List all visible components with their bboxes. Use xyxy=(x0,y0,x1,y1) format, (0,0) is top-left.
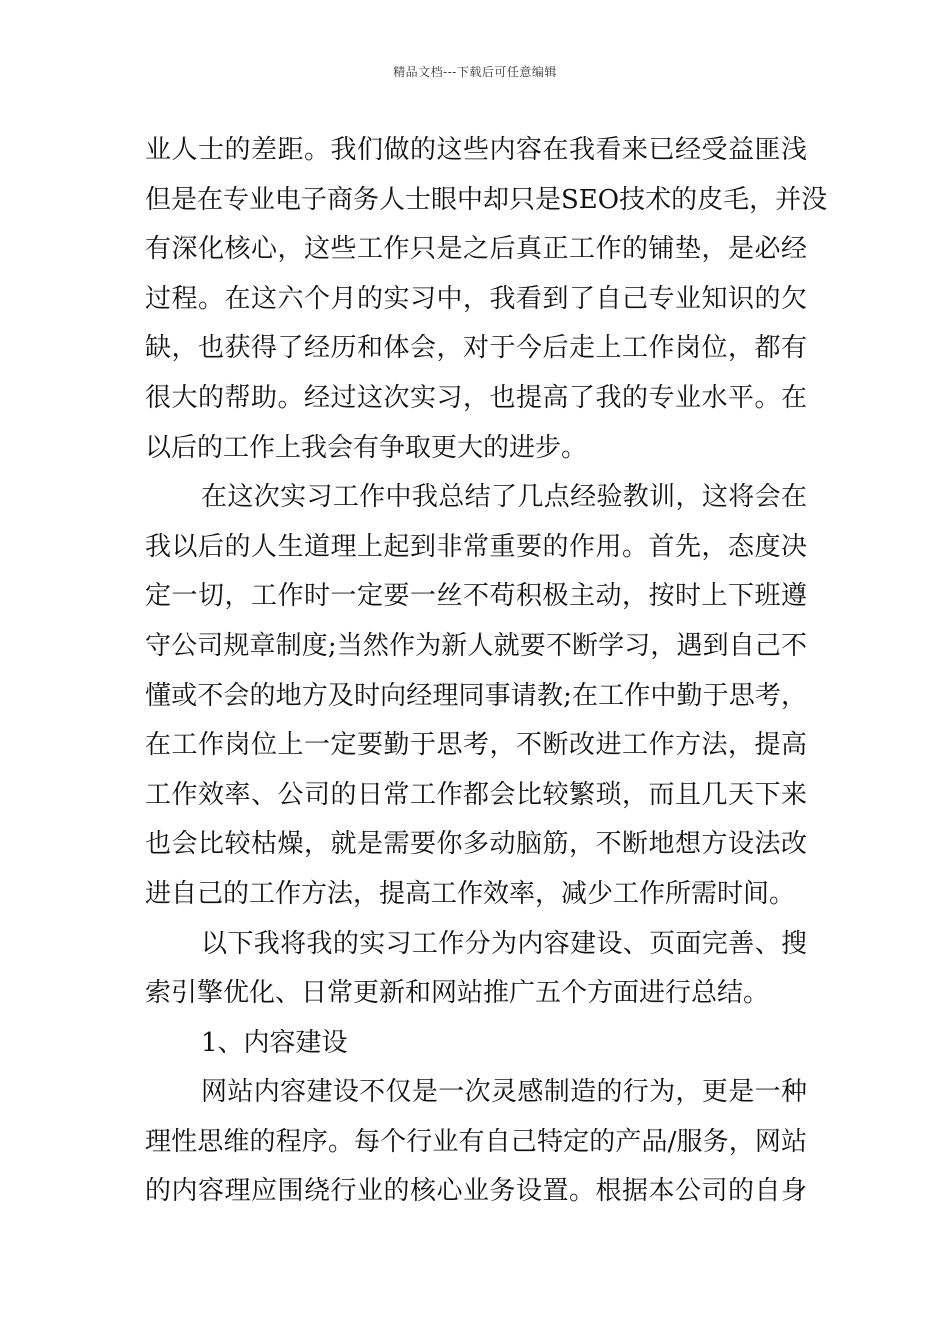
text-line: 进自己的工作方法，提高工作效率，减少工作所需时间。 xyxy=(145,878,796,909)
text-line: 以下我将我的实习工作分为内容建设、页面完善、搜 xyxy=(201,928,807,959)
text-line: 以后的工作上我会有争取更大的进步。 xyxy=(145,432,588,463)
text-line: 业人士的差距。我们做的这些内容在我看来已经受益匪浅 xyxy=(145,135,807,165)
page-header: 精品文档---下载后可任意编辑 xyxy=(393,65,557,79)
text-line: 理性思维的程序。每个行业有自己特定的产品/服务，网站 xyxy=(145,1126,807,1157)
text-line: 守公司规章制度;当然作为新人就要不断学习，遇到自己不 xyxy=(145,630,807,661)
text-line: 很大的帮助。经过这次实习，也提高了我的专业水平。在 xyxy=(145,382,807,413)
text-line: 懂或不会的地方及时向经理同事请教;在工作中勤于思考， xyxy=(145,680,807,711)
text-line: 过程。在这六个月的实习中，我看到了自己专业知识的欠 xyxy=(145,283,807,314)
text-line: 但是在专业电子商务人士眼中却只是SEO技术的皮毛，并没 xyxy=(145,184,828,215)
text-line: 定一切，工作时一定要一丝不苟积极主动，按时上下班遵 xyxy=(145,581,807,612)
text-line: 我以后的人生道理上起到非常重要的作用。首先，态度决 xyxy=(145,531,807,562)
text-line: 有深化核心，这些工作只是之后真正工作的铺垫，是必经 xyxy=(145,234,807,265)
text-line: 在这次实习工作中我总结了几点经验教训，这将会在 xyxy=(201,482,807,513)
text-line: 工作效率、公司的日常工作都会比较繁琐，而且几天下来 xyxy=(145,779,807,810)
text-line: 网站内容建设不仅是一次灵感制造的行为，更是一种 xyxy=(201,1077,807,1108)
text-line: 索引擎优化、日常更新和网站推广五个方面进行总结。 xyxy=(145,978,770,1009)
document-body xyxy=(145,126,828,1217)
section-heading: 1、内容建设 xyxy=(201,1027,348,1058)
text-line: 在工作岗位上一定要勤于思考，不断改进工作方法，提高 xyxy=(145,730,807,761)
text-line: 缺，也获得了经历和体会，对于今后走上工作岗位，都有 xyxy=(145,333,807,364)
text-line: 的内容理应围绕行业的核心业务设置。根据本公司的自身 xyxy=(145,1176,807,1207)
text-line: 也会比较枯燥，就是需要你多动脑筋，不断地想方设法改 xyxy=(145,829,807,860)
